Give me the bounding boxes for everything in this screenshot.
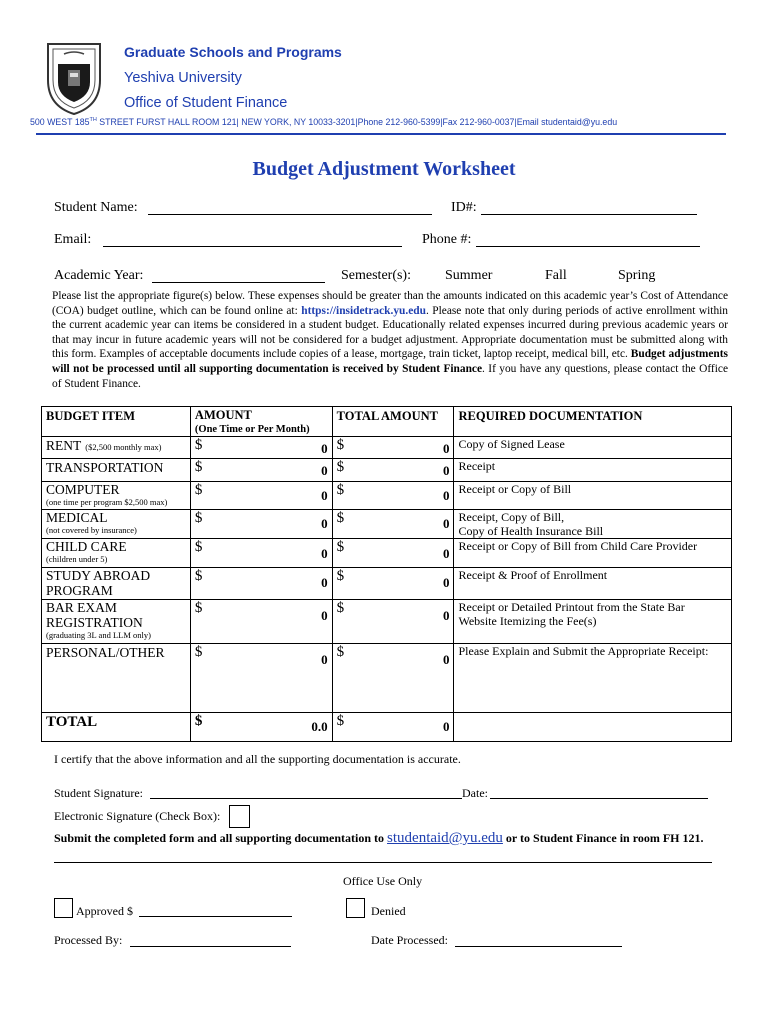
total-cell[interactable]: $ 0 (332, 437, 454, 459)
submit-instructions: Submit the completed form and all supporting documentation to studentaid@yu.edu or to Student Finance in room FH 121. (54, 830, 704, 846)
id-label: ID#: (451, 200, 477, 215)
approved-amount-field[interactable] (139, 916, 292, 917)
header-line3: Office of Student Finance (124, 95, 288, 111)
semester-spring[interactable]: Spring (618, 268, 656, 283)
email-label: Email: (54, 232, 92, 247)
phone-label: Phone #: (422, 232, 472, 247)
table-row: COMPUTER (one time per program $2,500 max) $ 0 $ 0 Receipt or Copy of Bill (42, 482, 732, 510)
phone-field[interactable] (476, 246, 700, 247)
amount-cell[interactable]: $ 0 (190, 644, 332, 713)
header-line1: Graduate Schools and Programs (124, 44, 342, 60)
approved-label: Approved $ (76, 904, 133, 918)
amount-cell[interactable]: $ 0 (190, 482, 332, 510)
total-row: TOTAL $ 0.0 $ 0 (42, 713, 732, 742)
amount-cell[interactable]: $ 0 (190, 510, 332, 539)
total-cell[interactable]: $ 0 (332, 482, 454, 510)
id-field[interactable] (481, 214, 697, 215)
denied-label: Denied (371, 904, 406, 918)
insidetrack-link[interactable]: https://insidetrack.yu.edu (301, 304, 426, 317)
amount-cell[interactable]: $ 0 (190, 600, 332, 644)
denied-checkbox[interactable] (346, 898, 365, 918)
email-field[interactable] (103, 246, 402, 247)
electronic-signature-checkbox[interactable] (229, 805, 250, 828)
approved-checkbox[interactable] (54, 898, 73, 918)
amount-cell[interactable]: $ 0 (190, 437, 332, 459)
header-rule (36, 133, 726, 135)
grand-total-cell: $ 0 (332, 713, 454, 742)
date-processed-label: Date Processed: (371, 933, 448, 947)
header-amount: AMOUNT (One Time or Per Month) (190, 407, 332, 437)
header-required-docs: REQUIRED DOCUMENTATION (454, 407, 732, 437)
address-line: 500 WEST 185TH STREET FURST HALL ROOM 121| NEW YORK, NY 10033-3201|Phone 212-960-5399|Fax 212-960-0037|Email studentaid@yu.edu (30, 117, 618, 127)
table-row: RENT ($2,500 monthly max) $ 0 $ 0 Copy of Signed Lease (42, 437, 732, 459)
semester-summer[interactable]: Summer (445, 268, 493, 283)
table-row: CHILD CARE (children under 5) $ 0 $ 0 Receipt or Copy of Bill from Child Care Provider (42, 539, 732, 568)
total-cell[interactable]: $ 0 (332, 459, 454, 482)
total-cell[interactable]: $ 0 (332, 568, 454, 600)
student-name-label: Student Name: (54, 200, 138, 215)
student-signature-field[interactable] (150, 798, 462, 799)
date-label: Date: (462, 786, 488, 800)
processed-by-label: Processed By: (54, 933, 123, 947)
amount-cell[interactable]: $ 0 (190, 568, 332, 600)
date-field[interactable] (490, 798, 708, 799)
instructions-paragraph: Please list the appropriate figure(s) below. These expenses should be greater than the amounts indicated on this academic year’s Cost of Attendance (COA) budget outline, which can be found online at: https://insidetrack.yu.edu. Please note that only during periods of active enrollment within the current academic year can items be considered in a student budget. Educationally related expenses incurred during previous academic years or that may incur in future academic years will not be considered for a budget adjustment. Appropriate documentation must be submitted along with this form. Examples of acceptable documents include copies of a lease, mortgage, train ticket, laptop receipt, medical bill, etc. Budget adjustments will not be processed until all supporting documentation is received by Student Finance. If you have any questions, please contact the Office of Student Finance. (52, 290, 729, 390)
total-cell[interactable]: $ 0 (332, 600, 454, 644)
total-cell[interactable]: $ 0 (332, 510, 454, 539)
explain-cell[interactable]: Please Explain and Submit the Appropriate Receipt: (454, 644, 732, 713)
academic-year-label: Academic Year: (54, 268, 144, 283)
office-use-title: Office Use Only (343, 874, 423, 888)
header-budget-item: BUDGET ITEM (42, 407, 191, 437)
header-line2: Yeshiva University (124, 70, 242, 86)
university-seal-logo (44, 40, 104, 116)
total-cell[interactable]: $ 0 (332, 644, 454, 713)
amount-cell[interactable]: $ 0 (190, 459, 332, 482)
student-name-field[interactable] (148, 214, 432, 215)
section-divider (54, 862, 712, 863)
date-processed-field[interactable] (455, 946, 622, 947)
studentaid-email-link[interactable]: studentaid@yu.edu (387, 830, 503, 846)
table-row: MEDICAL (not covered by insurance) $ 0 $ 0 Receipt, Copy of Bill, Copy of Health Insurance Bill (42, 510, 732, 539)
table-row: TRANSPORTATION $ 0 $ 0 Receipt (42, 459, 732, 482)
certify-statement: I certify that the above information and all the supporting documentation is accurate. (54, 752, 461, 766)
processed-by-field[interactable] (130, 946, 291, 947)
total-cell[interactable]: $ 0 (332, 539, 454, 568)
table-header-row (42, 407, 732, 437)
semester-fall[interactable]: Fall (545, 268, 567, 283)
table-row: STUDY ABROAD PROGRAM $ 0 $ 0 Receipt & Proof of Enrollment (42, 568, 732, 600)
table-row: PERSONAL/OTHER $ 0 $ 0 Please Explain and Submit the Appropriate Receipt: (42, 644, 732, 713)
semesters-label: Semester(s): (341, 268, 411, 283)
amount-cell[interactable]: $ 0 (190, 539, 332, 568)
student-signature-label: Student Signature: (54, 786, 143, 800)
table-row: BAR EXAM REGISTRATION (graduating 3L and LLM only) $ 0 $ 0 Receipt or Detailed Printout from the State Bar Website Itemizing the Fee(s) (42, 600, 732, 644)
academic-year-field[interactable] (152, 282, 325, 283)
electronic-signature-label: Electronic Signature (Check Box): (54, 809, 221, 823)
header-total-amount: TOTAL AMOUNT (332, 407, 454, 437)
page-title: Budget Adjustment Worksheet (252, 158, 516, 180)
total-amount-cell: $ 0.0 (190, 713, 332, 742)
budget-table (41, 406, 732, 742)
